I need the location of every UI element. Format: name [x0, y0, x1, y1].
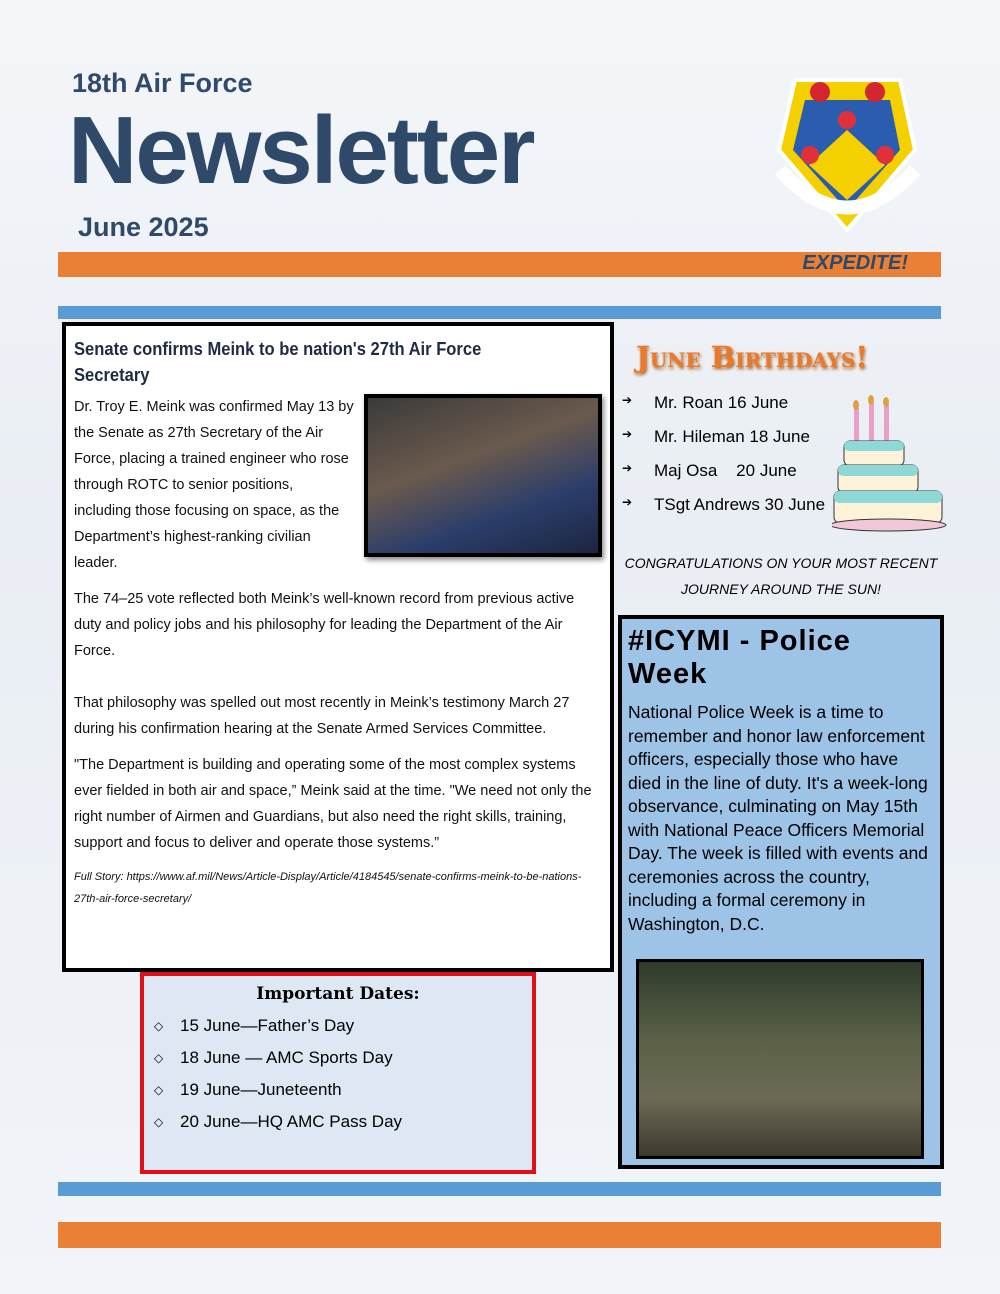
main-article	[62, 322, 614, 972]
issue-date: June 2025	[78, 212, 209, 242]
arrow-bullet-icon: ➔	[622, 393, 633, 407]
list-item: ➔ Maj Osa 20 June	[622, 461, 825, 495]
police-ceremony-photo	[636, 959, 924, 1159]
birthdays-title: June Birthdays!	[636, 340, 869, 374]
list-item: ◇ 15 June—Father’s Day	[154, 1016, 355, 1035]
police-week-box	[618, 615, 944, 1169]
birthdays-list	[622, 393, 825, 529]
footer-blue-bar	[58, 1182, 941, 1196]
motto: EXPEDITE!	[802, 252, 908, 274]
footer-orange-bar	[58, 1222, 941, 1248]
diamond-bullet-icon: ◇	[154, 1083, 164, 1097]
article-headline: Senate confirms Meink to be nation's 27th Air Force Secretary	[74, 339, 482, 385]
police-week-title: #ICYMI - Police Week	[628, 625, 851, 690]
meink-photo	[364, 394, 602, 557]
dates-title: Important Dates:	[256, 984, 420, 1004]
list-item: ➔ TSgt Andrews 30 June	[622, 495, 825, 529]
birthday-cake-icon	[832, 393, 952, 533]
list-item: ◇ 20 June—HQ AMC Pass Day	[154, 1112, 403, 1131]
full-story-link[interactable]: Full Story: https://www.af.mil/News/Article-Display/Article/4184545/senate-confirms-meink-to-be-nations-27th-air-force-secretary/	[74, 871, 582, 905]
article-paragraph: "The Department is building and operating some of the most complex systems ever fielded in both air and space,” Meink said at the time. "We need not only the right number of Airmen and Guardians, but also need the right skills, training, support and focus to deliver and operate those systems.”	[74, 757, 592, 851]
list-item: ➔ Mr. Hileman 18 June	[622, 427, 825, 461]
birthday-congrats: CONGRATULATIONS ON YOUR MOST RECENT JOURNEY AROUND THE SUN!	[624, 555, 938, 597]
diamond-bullet-icon: ◇	[154, 1019, 164, 1033]
article-paragraph: Dr. Troy E. Meink was confirmed May 13 by the Senate as 27th Secretary of the Air Force, placing a trained engineer who rose through ROTC to senior positions, including those focusing on space, as the Department’s highest-ranking civilian leader.	[74, 399, 354, 571]
arrow-bullet-icon: ➔	[622, 427, 633, 441]
police-week-body: National Police Week is a time to remember and honor law enforcement officers, especially those who have died in the line of duty. It's a week-long observance, culminating on May 15th with National Peace Officers Memorial Day. The week is filled with events and ceremonies across the country, including a formal ceremony in Washington, D.C.	[628, 702, 928, 934]
article-paragraph: The 74–25 vote reflected both Meink’s well-known record from previous active duty and policy jobs and his philosophy for leading the Department of the Air Force.	[74, 591, 575, 659]
air-force-emblem-logo	[765, 70, 930, 238]
diamond-bullet-icon: ◇	[154, 1115, 164, 1129]
arrow-bullet-icon: ➔	[622, 461, 633, 475]
important-dates-box	[140, 972, 536, 1174]
list-item: ◇ 18 June — AMC Sports Day	[154, 1048, 393, 1067]
list-item: ➔ Mr. Roan 16 June	[622, 393, 825, 427]
header-blue-bar	[58, 306, 941, 319]
org-name: 18th Air Force	[72, 68, 253, 98]
arrow-bullet-icon: ➔	[622, 495, 633, 509]
page-title: Newsletter	[68, 97, 534, 204]
diamond-bullet-icon: ◇	[154, 1051, 164, 1065]
list-item: ◇ 19 June—Juneteenth	[154, 1080, 342, 1099]
article-paragraph: That philosophy was spelled out most recently in Meink’s testimony March 27 during his confirmation hearing at the Senate Armed Services Committee.	[74, 695, 570, 737]
